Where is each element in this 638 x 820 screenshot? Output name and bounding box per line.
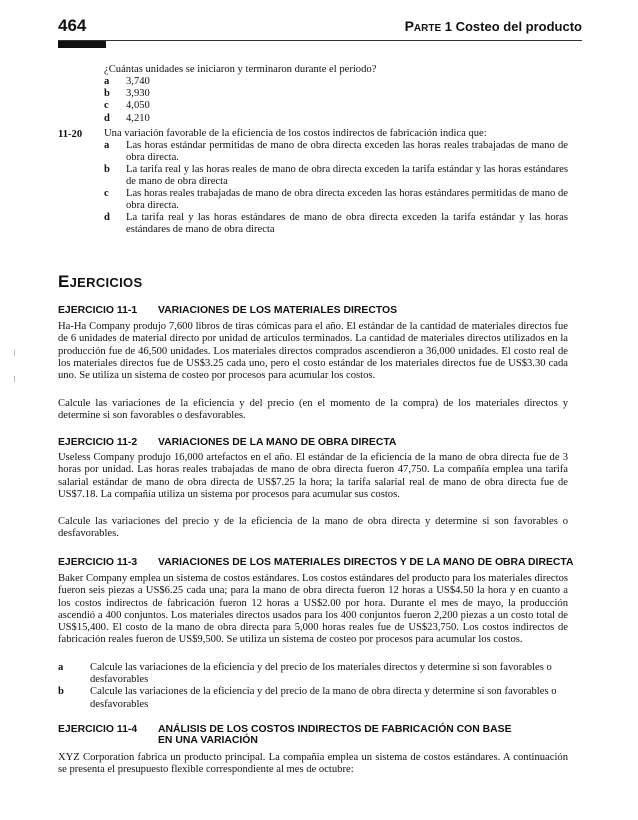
prev-question-text: ¿Cuántas unidades se iniciaron y terminaron durante el periodo? bbox=[104, 64, 377, 75]
option-row bbox=[104, 88, 150, 100]
option-text: Las horas reales trabajadas de mano de obra directa exceden las horas estándares permitidas de mano de obra directa. bbox=[126, 188, 568, 211]
exercise-heading bbox=[58, 724, 512, 746]
option-text: 3,740 bbox=[126, 76, 150, 87]
exercise-heading bbox=[58, 557, 573, 568]
option-text: 4,050 bbox=[126, 100, 150, 112]
option-row bbox=[104, 76, 150, 88]
exercise-paragraph: Calcule las variaciones del precio y de la eficiencia de la mano de obra directa y determine si son favorables o desfavorables. bbox=[58, 516, 568, 540]
option-row bbox=[104, 113, 150, 125]
section-title-initial: E bbox=[58, 272, 70, 291]
option-text: 3,930 bbox=[126, 88, 150, 100]
option-row bbox=[58, 662, 568, 686]
exercise-heading bbox=[58, 305, 397, 316]
exercise-title: VARIACIONES DE LA MANO DE OBRA DIRECTA bbox=[158, 437, 397, 448]
option-letter: d bbox=[104, 112, 110, 124]
question-options bbox=[104, 140, 574, 236]
option-letter: b bbox=[104, 88, 110, 100]
header-rule bbox=[58, 40, 582, 41]
exercise-paragraph: Ha-Ha Company produjo 7,600 libros de tiras cómicas para el año. El estándar de la cantidad de materiales directos fue de 6 unidades de material directo por unidad de artículos terminados. La cantidad de materiales directos utilizados en la producción fue de 46,500 unidades. Los materiales directos comprados ascendieron a 36,000 unidades. El costo real de los materiales directos fue de US$3.25 cada uno, pero el costo estándar de los materiales directos fue de US$3.30 cada uno. Se utiliza un sistema de costeo por procesos para acumular los costos. bbox=[58, 321, 568, 382]
option-letter: a bbox=[58, 662, 64, 673]
exercise-label: EJERCICIO 11-2 bbox=[58, 437, 138, 448]
option-row bbox=[104, 164, 574, 188]
option-letter: c bbox=[104, 100, 109, 112]
option-text: 4,210 bbox=[126, 112, 150, 124]
exercise-title-line2: EN UNA VARIACIÓN bbox=[158, 735, 258, 746]
option-letter: b bbox=[58, 686, 64, 698]
margin-mark bbox=[14, 350, 15, 356]
exercise-options bbox=[58, 662, 568, 711]
exercise-title-line1: ANÁLISIS DE LOS COSTOS INDIRECTOS DE FABRICACIÓN CON BASE bbox=[158, 724, 512, 735]
exercise-title: VARIACIONES DE LOS MATERIALES DIRECTOS Y DE LA MANO DE OBRA DIRECTA bbox=[158, 557, 574, 568]
exercise-heading bbox=[58, 437, 396, 448]
exercise-paragraph: XYZ Corporation fabrica un producto principal. La compañía emplea un sistema de costos estándares. A continuación se presenta el presupuesto flexible correspondiente al mes de octubre: bbox=[58, 752, 568, 776]
option-letter: a bbox=[104, 140, 110, 151]
question-text: Una variación favorable de la eficiencia de los costos indirectos de fabricación indica que: bbox=[104, 128, 487, 139]
exercise-paragraph: Calcule las variaciones de la eficiencia y del precio (en el momento de la compra) de los materiales directos y determine si son favorables o desfavorables. bbox=[58, 398, 568, 422]
running-header bbox=[405, 18, 582, 34]
question-number: 11-20 bbox=[58, 129, 83, 140]
section-title bbox=[58, 272, 142, 292]
option-row bbox=[104, 188, 574, 212]
exercise-label: EJERCICIO 11-3 bbox=[58, 557, 138, 568]
option-text: La tarifa real y las horas reales de mano de obra directa exceden la tarifa estándar y las horas estándares de mano de obra directa bbox=[126, 164, 568, 187]
option-row bbox=[104, 212, 574, 236]
option-row bbox=[58, 686, 568, 710]
page-number: 464 bbox=[58, 16, 87, 35]
option-row bbox=[104, 100, 150, 112]
exercise-paragraph: Baker Company emplea un sistema de costos estándares. Los costos estándares del producto para los materiales directos fueron seis piezas a US$6.25 cada una; para la mano de obra directa fueron 12 horas a US$4.50 la hora y en cuanto a los costos indirectos de fabricación fueron 12 horas a US$2.00 por hora. Durante el mes de mayo, la producción ascendió a 400 conjuntos. Los materiales directos usados para los 400 conjuntos fueron 2,200 piezas a un costo total de US$15,400. El costo de la mano de obra directa para 5,000 horas reales fue de US$23,750. Los costos indirectos de fabricación reales fueron de US$9,500. Se utiliza un sistema de costeo por procesos para acumular los costos. bbox=[58, 573, 568, 646]
option-text: Las horas estándar permitidas de mano de obra directa exceden las horas reales trabajadas de mano de obra directa. bbox=[126, 140, 568, 163]
option-letter: a bbox=[104, 76, 110, 87]
option-letter: c bbox=[104, 188, 109, 199]
prev-question-options bbox=[104, 76, 150, 125]
margin-mark bbox=[14, 376, 15, 382]
option-text: Calcule las variaciones de la eficiencia y del precio de los materiales directos y determine si son favorables o desfavorables bbox=[90, 662, 552, 686]
option-letter: b bbox=[104, 164, 110, 175]
exercise-label: EJERCICIO 11-4 bbox=[58, 724, 138, 735]
part-label: Parte bbox=[404, 18, 442, 34]
part-title: 1 Costeo del producto bbox=[444, 19, 582, 34]
option-row bbox=[104, 140, 574, 164]
exercise-label: EJERCICIO 11-1 bbox=[58, 305, 138, 316]
option-text: La tarifa real y las horas estándares de mano de obra directa exceden la tarifa estándar y las horas estándares de mano de obra directa bbox=[126, 212, 568, 235]
exercise-title: VARIACIONES DE LOS MATERIALES DIRECTOS bbox=[158, 305, 398, 316]
option-letter: d bbox=[104, 212, 110, 223]
section-title-rest: JERCICIOS bbox=[69, 275, 143, 290]
exercise-paragraph: Useless Company produjo 16,000 artefactos en el año. El estándar de la eficiencia de la mano de obra directa fue de 3 horas por unidad. Las horas reales trabajadas de mano de obra directa fueron 47,750. La compañía emplea una tarifa salarial estándar de mano de obra directa de US$7.25 la hora; la tarifa salarial real de mano de obra directa fue de US$7.18. La compañía utiliza un sistema por procesos para acumular sus costos. bbox=[58, 452, 568, 500]
header-bar bbox=[58, 41, 106, 48]
option-text: Calcule las variaciones de la eficiencia y del precio de la mano de obra directa y determine si son favorables o desfavorables bbox=[90, 686, 557, 710]
